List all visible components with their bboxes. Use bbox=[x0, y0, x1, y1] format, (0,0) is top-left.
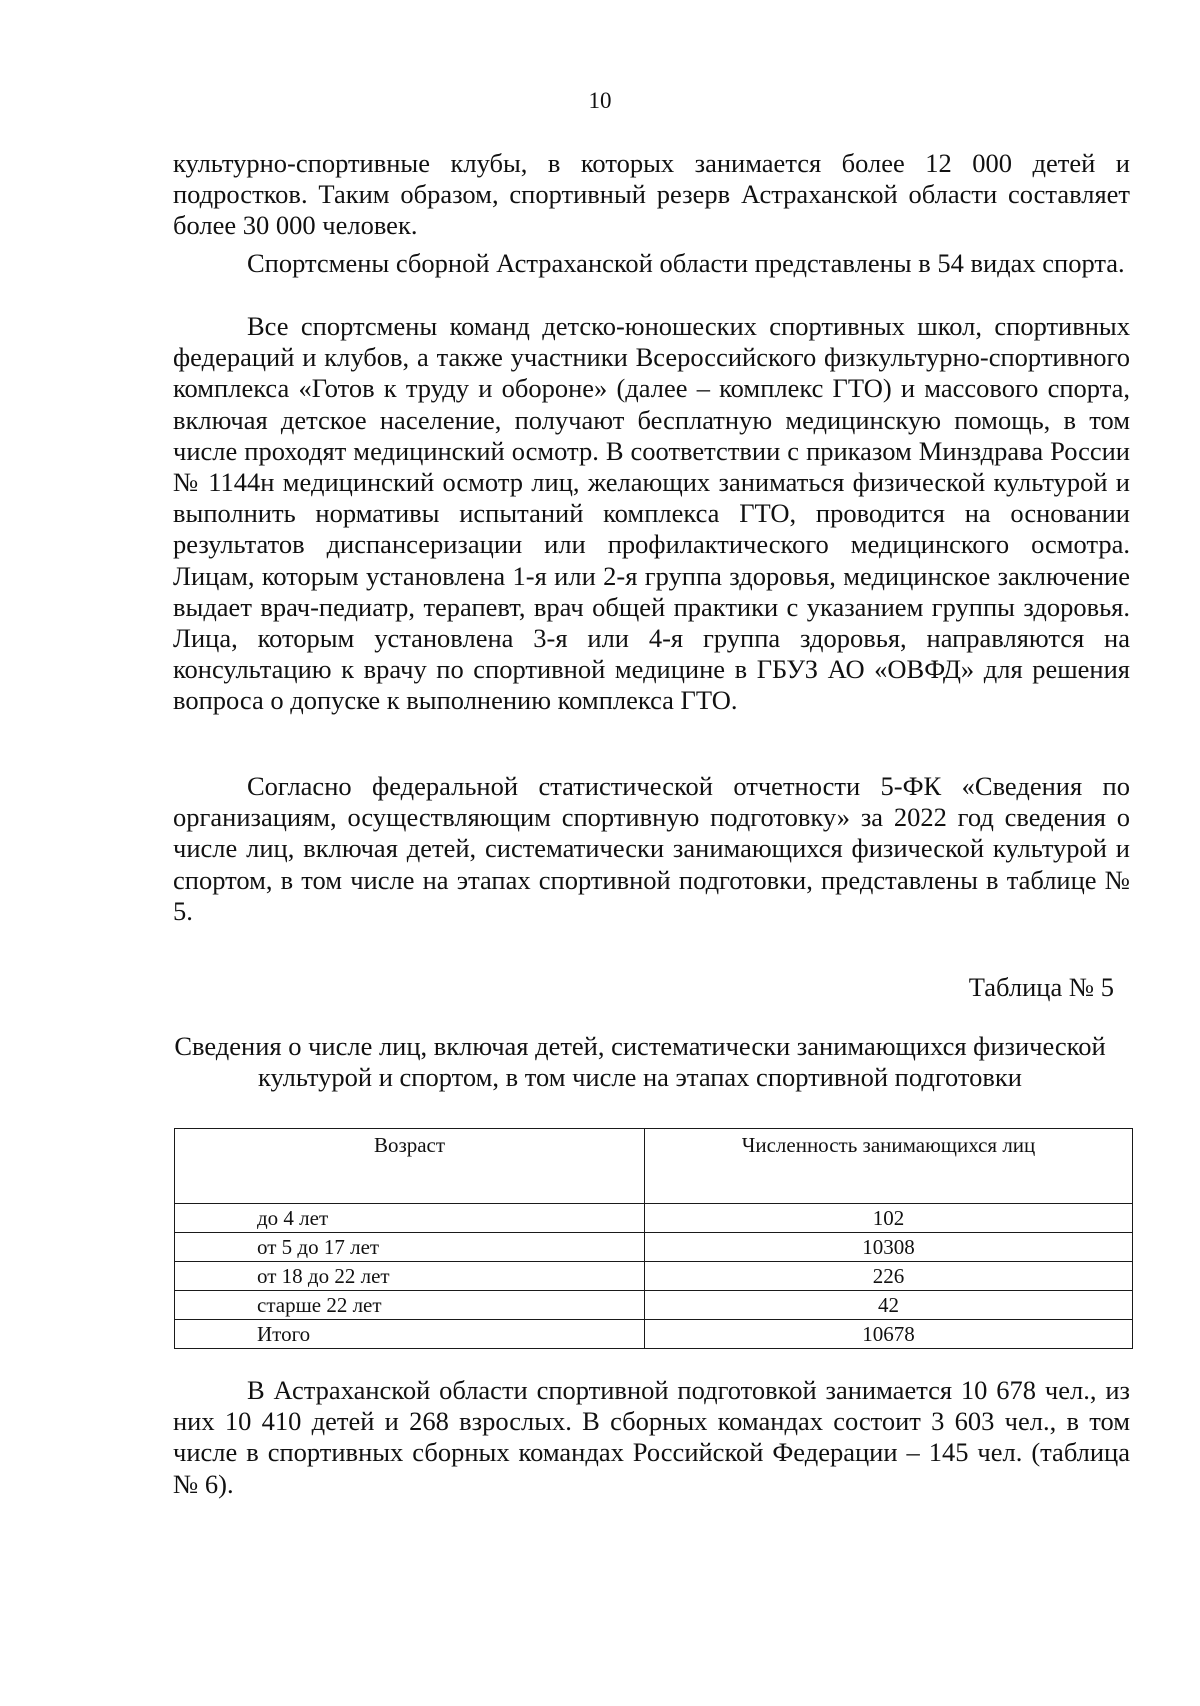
table-row bbox=[175, 1233, 1133, 1262]
cell-age: от 5 до 17 лет bbox=[175, 1233, 645, 1262]
stats-table bbox=[174, 1128, 1133, 1349]
cell-count: 42 bbox=[645, 1291, 1133, 1320]
table-row bbox=[175, 1291, 1133, 1320]
table-row bbox=[175, 1262, 1133, 1291]
page-number: 10 bbox=[588, 88, 612, 113]
table-row-total bbox=[175, 1320, 1133, 1349]
table-header-row bbox=[175, 1129, 1133, 1204]
header-age: Возраст bbox=[175, 1129, 645, 1204]
paragraph-medical-care: Все спортсмены команд детско-юношеских спортивных школ, спортивных федераций и клубов, а также участники Всероссийского физкультурно-спортивного комплекса «Готов к труду и обороне» (далее – комплекс ГТО) и массового спорта, включая детское население, получают бесплатную медицинскую помощь, в том числе проходят медицинский осмотр. В соответствии с приказом Минздрава России № 1144н медицинский осмотр лиц, желающих заниматься физической культурой и выполнить нормативы испытаний комплекса ГТО, проводится на основании результатов диспансеризации или профилактического медицинского осмотра. Лицам, которым установлена 1-я или 2-я группа здоровья, медицинское заключение выдает врач-педиатр, терапевт, врач общей практики с указанием группы здоровья. Лица, которым установлена 3-я или 4-я группа здоровья, направляются на консультацию к врачу по спортивной медицине в ГБУЗ АО «ОВФД» для решения вопроса о допуске к выполнению комплекса ГТО. bbox=[173, 311, 1130, 716]
paragraph-team-sports: Спортсмены сборной Астраханской области представлены в 54 видах спорта. bbox=[247, 248, 1125, 278]
cell-age-total: Итого bbox=[175, 1320, 645, 1349]
paragraph-sports-clubs: культурно-спортивные клубы, в которых занимается более 12 000 детей и подростков. Таким образом, спортивный резерв Астраханской области составляет более 30 000 человек. bbox=[173, 148, 1130, 241]
cell-count-total: 10678 bbox=[645, 1320, 1133, 1349]
paragraph-summary: В Астраханской области спортивной подготовкой занимается 10 678 чел., из них 10 410 детей и 268 взрослых. В сборных командах состоит 3 603 чел., в том числе в спортивных сборных командах Российской Федерации – 145 чел. (таблица № 6). bbox=[173, 1375, 1130, 1499]
table-caption: Сведения о числе лиц, включая детей, систематически занимающихся физической культурой и спортом, в том числе на этапах спортивной подготовки bbox=[174, 1031, 1106, 1093]
paragraph-statistics: Согласно федеральной статистической отчетности 5-ФК «Сведения по организациям, осуществляющим спортивную подготовку» за 2022 год сведения о числе лиц, включая детей, систематически занимающихся физической культурой и спортом, в том числе на этапах спортивной подготовки, представлены в таблице № 5. bbox=[173, 771, 1130, 926]
header-count: Численность занимающихся лиц bbox=[645, 1129, 1133, 1204]
cell-age: старше 22 лет bbox=[175, 1291, 645, 1320]
cell-count: 226 bbox=[645, 1262, 1133, 1291]
cell-count: 102 bbox=[645, 1204, 1133, 1233]
table-label: Таблица № 5 bbox=[968, 972, 1114, 1002]
cell-count: 10308 bbox=[645, 1233, 1133, 1262]
table-row bbox=[175, 1204, 1133, 1233]
cell-age: от 18 до 22 лет bbox=[175, 1262, 645, 1291]
cell-age: до 4 лет bbox=[175, 1204, 645, 1233]
